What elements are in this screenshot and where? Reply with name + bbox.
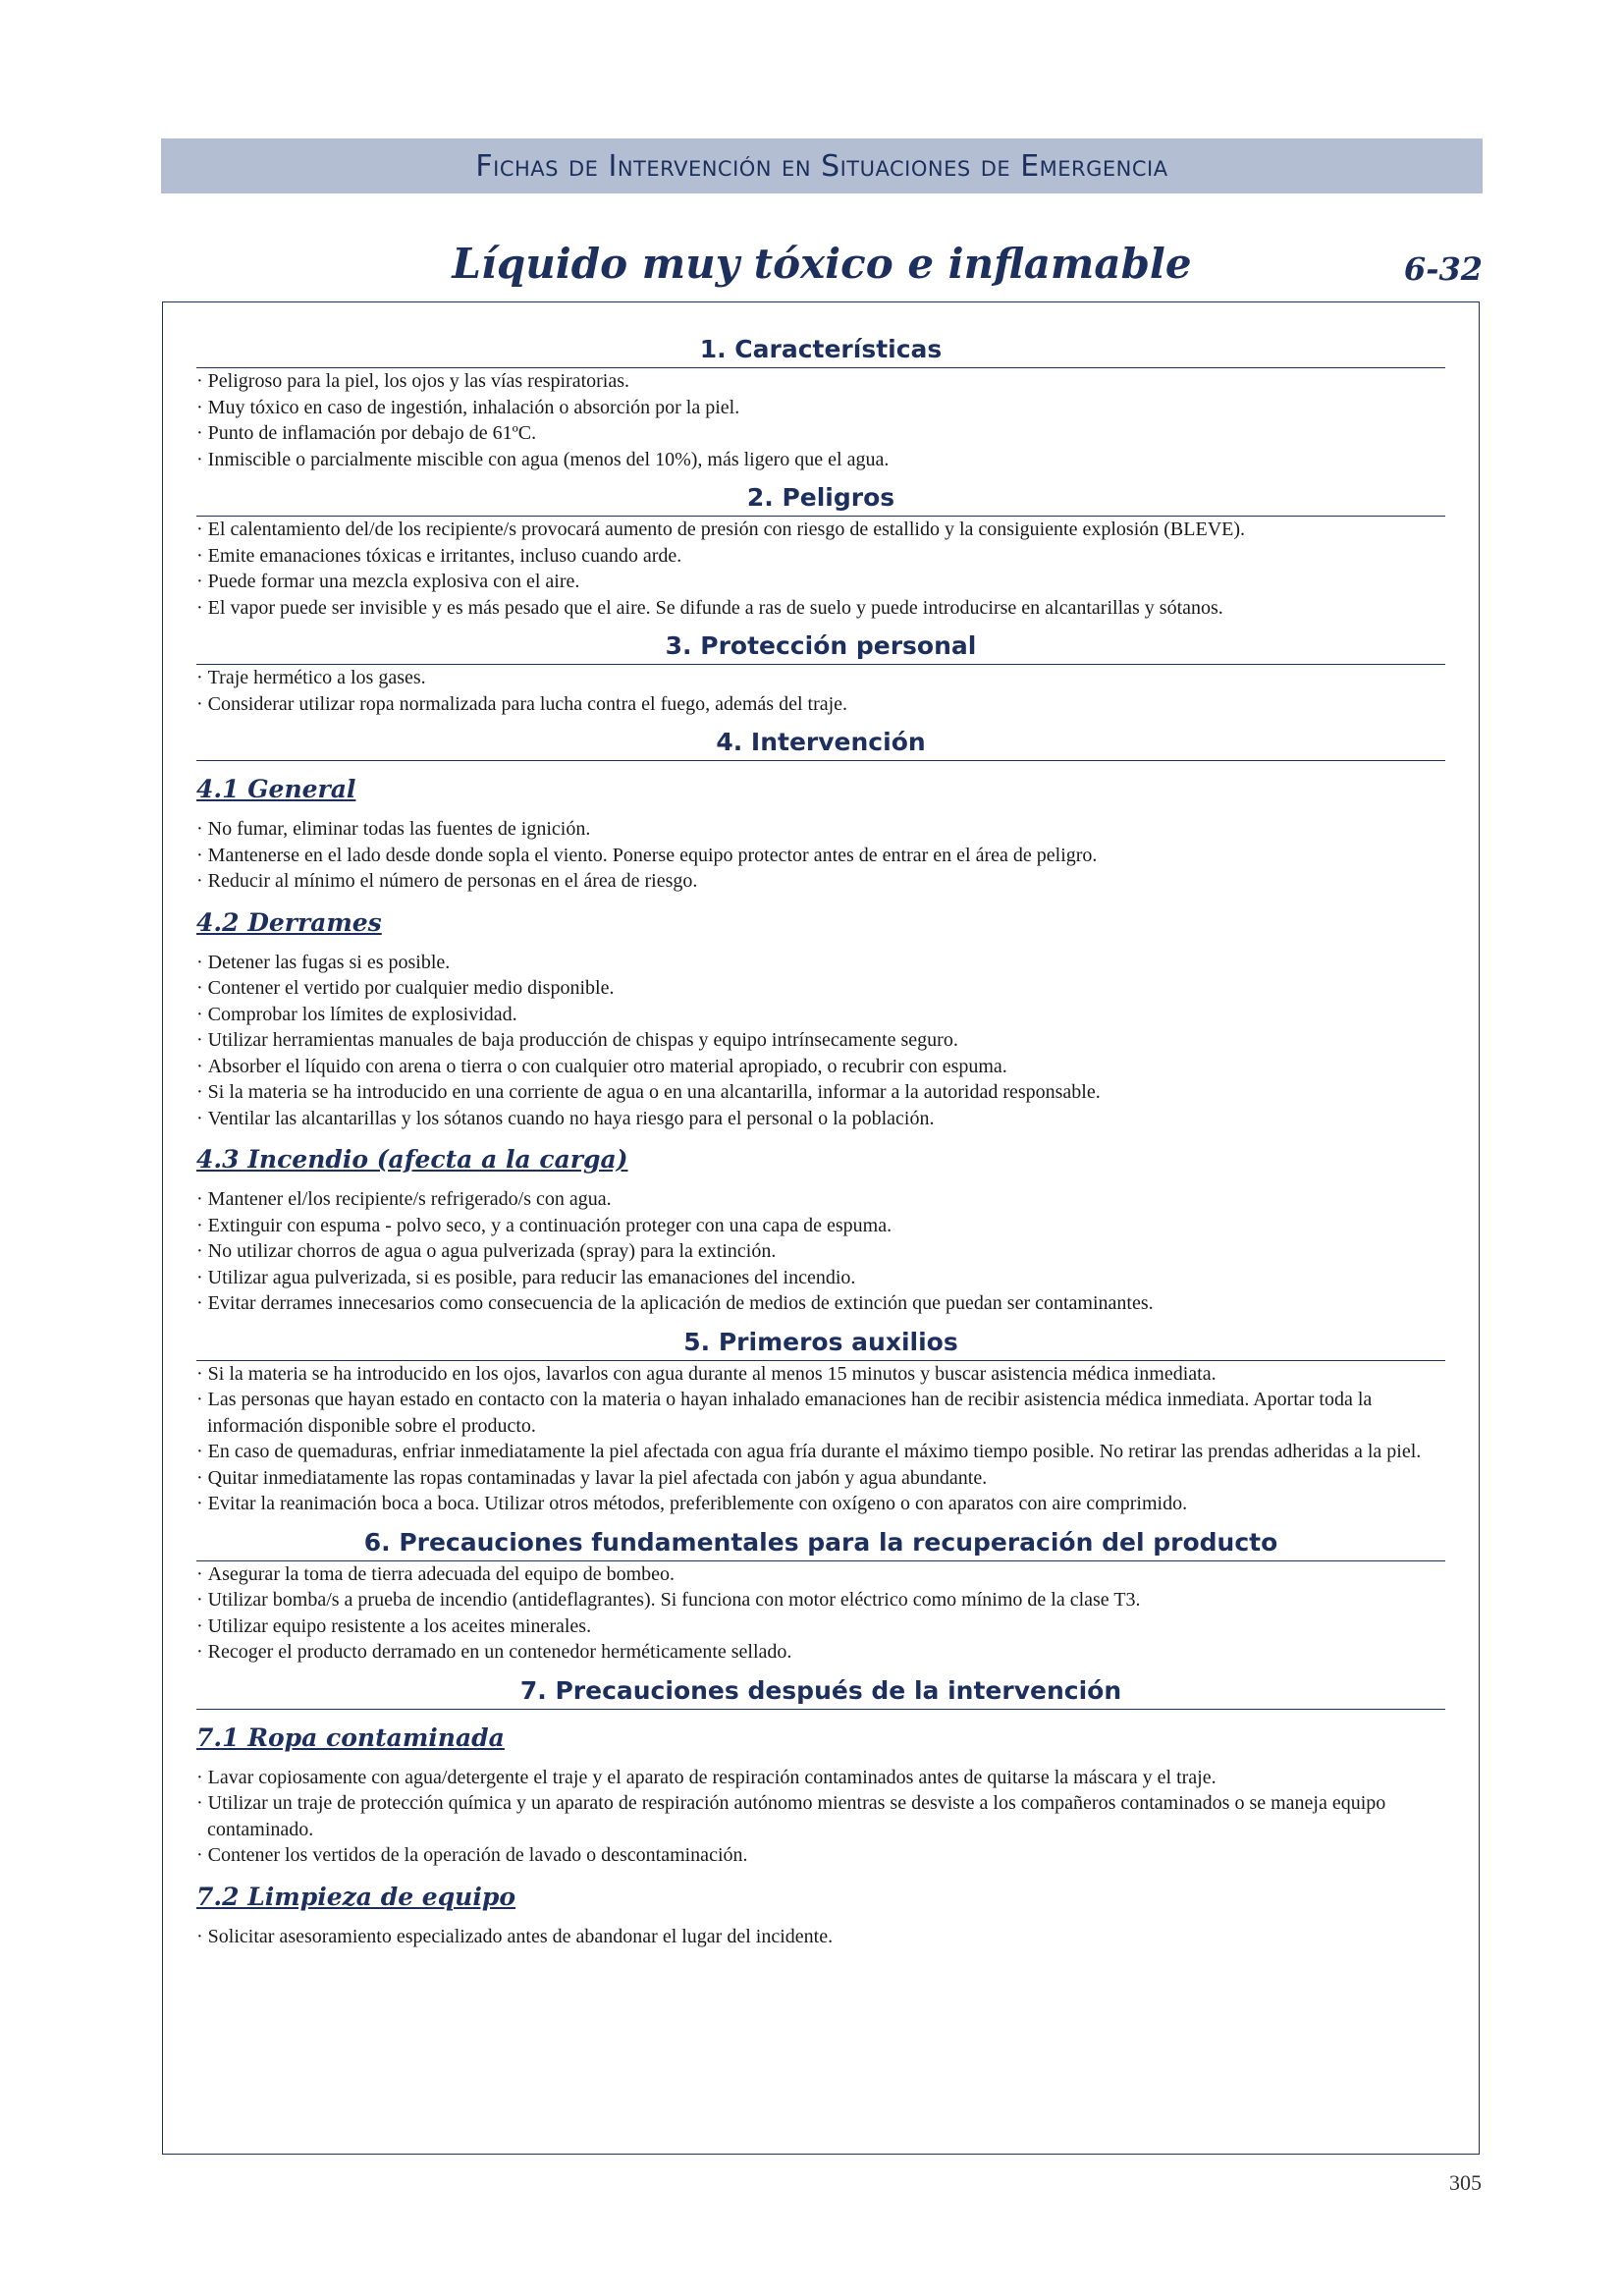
list-item: · No utilizar chorros de agua o agua pulverizada (spray) para la extinción. — [196, 1238, 1445, 1265]
item-list — [196, 816, 1445, 895]
section-title: 3. Protección personal — [196, 630, 1445, 665]
section-intervention — [196, 727, 1445, 1317]
section-title: 2. Peligros — [196, 482, 1445, 517]
sheet-code: 6-32 — [1403, 250, 1483, 288]
list-item: · Asegurar la toma de tierra adecuada del equipo de bombeo. — [196, 1561, 1445, 1588]
list-item: · Si la materia se ha introducido en los ojos, lavarlos con agua durante al menos 15 minutos y buscar asistencia médica inmediata. — [196, 1361, 1445, 1388]
item-list — [196, 665, 1445, 717]
list-item: · Considerar utilizar ropa normalizada para lucha contra el fuego, además del traje. — [196, 691, 1445, 718]
list-item: · Inmiscible o parcialmente miscible con agua (menos del 10%), más ligero que el agua. — [196, 447, 1445, 473]
header-banner — [161, 138, 1483, 193]
list-item: · Peligroso para la piel, los ojos y las vías respiratorias. — [196, 368, 1445, 395]
list-item: · Si la materia se ha introducido en una corriente de agua o en una alcantarilla, informar a la autoridad responsable. — [196, 1079, 1445, 1106]
list-item: · No fumar, eliminar todas las fuentes de ignición. — [196, 816, 1445, 843]
list-item: · Emite emanaciones tóxicas e irritantes, incluso cuando arde. — [196, 543, 1445, 570]
banner-title: Fichas de Intervención en Situaciones de Emergencia — [475, 148, 1168, 184]
section-personal-protection — [196, 630, 1445, 717]
list-item: · Evitar derrames innecesarios como consecuencia de la aplicación de medios de extinción que puedan ser contaminantes. — [196, 1290, 1445, 1317]
list-item: · Quitar inmediatamente las ropas contaminadas y lavar la piel afectada con jabón y agua abundante. — [196, 1465, 1445, 1492]
section-title: 7. Precauciones después de la intervención — [196, 1675, 1445, 1710]
page-number: 305 — [1449, 2170, 1482, 2195]
list-item: · Extinguir con espuma - polvo seco, y a continuación proteger con una capa de espuma. — [196, 1213, 1445, 1239]
list-item: · Utilizar herramientas manuales de baja producción de chispas y equipo intrínsecamente seguro. — [196, 1027, 1445, 1054]
item-list — [196, 1361, 1445, 1517]
list-item: · Comprobar los límites de explosividad. — [196, 1002, 1445, 1028]
list-item: · Mantenerse en el lado desde donde sopla el viento. Ponerse equipo protector antes de entrar en el área de peligro. — [196, 843, 1445, 869]
document-title: Líquido muy tóxico e inflamable — [452, 240, 1192, 288]
section-first-aid — [196, 1327, 1445, 1517]
list-item: · Utilizar un traje de protección química y un aparato de respiración autónomo mientras se desviste a los compañeros contaminados o se maneja equipo contaminado. — [196, 1790, 1445, 1842]
subsection-title-contaminated-clothing: 7.1 Ropa contaminada — [196, 1722, 505, 1752]
list-item: · Lavar copiosamente con agua/detergente el traje y el aparato de respiración contaminados antes de quitarse la máscara y el traje. — [196, 1765, 1445, 1791]
section-title: 6. Precauciones fundamentales para la recuperación del producto — [196, 1527, 1445, 1561]
item-list — [196, 368, 1445, 472]
item-list — [196, 1186, 1445, 1317]
list-item: · Absorber el líquido con arena o tierra o con cualquier otro material apropiado, o recubrir con espuma. — [196, 1054, 1445, 1080]
section-title: 4. Intervención — [196, 727, 1445, 761]
section-product-recovery — [196, 1527, 1445, 1666]
list-item: · Mantener el/los recipiente/s refrigerado/s con agua. — [196, 1186, 1445, 1213]
list-item: · Ventilar las alcantarillas y los sótanos cuando no haya riesgo para el personal o la población. — [196, 1106, 1445, 1132]
list-item: · Solicitar asesoramiento especializado antes de abandonar el lugar del incidente. — [196, 1924, 1445, 1950]
section-title: 5. Primeros auxilios — [196, 1327, 1445, 1361]
list-item: · Punto de inflamación por debajo de 61ºC. — [196, 420, 1445, 447]
list-item: · Reducir al mínimo el número de personas en el área de riesgo. — [196, 868, 1445, 895]
list-item: · Evitar la reanimación boca a boca. Utilizar otros métodos, preferiblemente con oxígeno o con aparatos con aire comprimido. — [196, 1491, 1445, 1517]
section-title: 1. Características — [196, 334, 1445, 368]
list-item: · Muy tóxico en caso de ingestión, inhalación o absorción por la piel. — [196, 395, 1445, 421]
list-item: · Traje hermético a los gases. — [196, 665, 1445, 691]
list-item: · Puede formar una mezcla explosiva con el aire. — [196, 569, 1445, 595]
list-item: · Utilizar agua pulverizada, si es posible, para reducir las emanaciones del incendio. — [196, 1265, 1445, 1291]
section-characteristics — [196, 334, 1445, 472]
item-list — [196, 1561, 1445, 1666]
list-item: · Detener las fugas si es posible. — [196, 950, 1445, 976]
content-area — [196, 334, 1445, 1959]
subsection-title-spills: 4.2 Derrames — [196, 907, 382, 937]
subsection-title-equipment-cleaning: 7.2 Limpieza de equipo — [196, 1882, 516, 1911]
list-item: · Contener el vertido por cualquier medio disponible. — [196, 975, 1445, 1002]
section-hazards — [196, 482, 1445, 621]
subsection-title-fire: 4.3 Incendio (afecta a la carga) — [196, 1145, 628, 1174]
list-item: · El vapor puede ser invisible y es más pesado que el aire. Se difunde a ras de suelo y puede introducirse en alcantarillas y sótanos. — [196, 595, 1445, 622]
list-item: · Recoger el producto derramado en un contenedor herméticamente sellado. — [196, 1639, 1445, 1666]
subsection-title-general: 4.1 General — [196, 775, 356, 803]
item-list — [196, 517, 1445, 621]
list-item: · Utilizar equipo resistente a los aceites minerales. — [196, 1613, 1445, 1640]
list-item: · Las personas que hayan estado en contacto con la materia o hayan inhalado emanaciones han de recibir asistencia médica inmediata. Aportar toda la información disponible sobre el producto. — [196, 1387, 1445, 1439]
item-list — [196, 1765, 1445, 1869]
list-item: · En caso de quemaduras, enfriar inmediatamente la piel afectada con agua fría durante el máximo tiempo posible. No retirar las prendas adheridas a la piel. — [196, 1439, 1445, 1465]
section-post-intervention — [196, 1675, 1445, 1950]
list-item: · Utilizar bomba/s a prueba de incendio (antideflagrantes). Si funciona con motor eléctrico como mínimo de la clase T3. — [196, 1587, 1445, 1613]
item-list — [196, 950, 1445, 1132]
item-list — [196, 1924, 1445, 1950]
list-item: · El calentamiento del/de los recipiente/s provocará aumento de presión con riesgo de estallido y la consiguiente explosión (BLEVE). — [196, 517, 1445, 543]
list-item: · Contener los vertidos de la operación de lavado o descontaminación. — [196, 1842, 1445, 1869]
